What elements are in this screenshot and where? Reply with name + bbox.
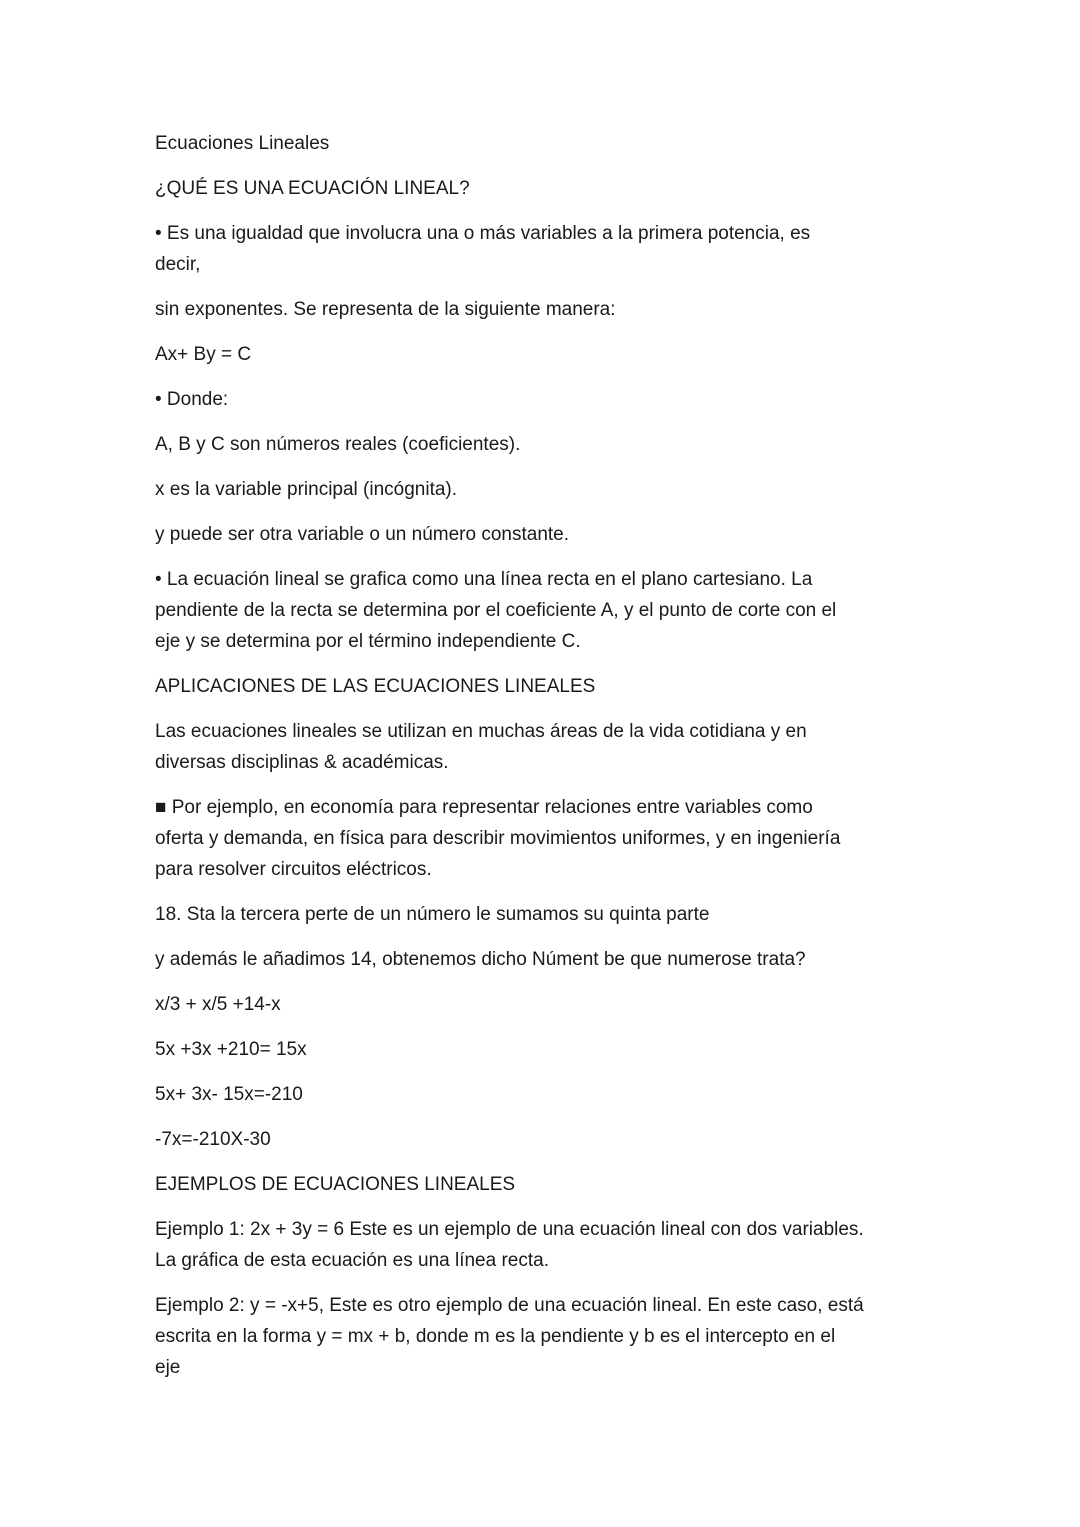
paragraph-line: • Donde: <box>155 389 229 410</box>
document-title <box>155 128 955 159</box>
paragraph-line: sin exponentes. Se representa de la siguiente manera: <box>155 299 616 320</box>
paragraph <box>155 671 955 702</box>
paragraph-line: ■ Por ejemplo, en economía para representar relaciones entre variables como <box>155 797 813 818</box>
paragraph <box>155 339 955 370</box>
paragraph-line: y puede ser otra variable o un número constante. <box>155 524 570 545</box>
paragraph-line: Ax+ By = C <box>155 344 252 365</box>
paragraph <box>155 519 955 550</box>
paragraph <box>155 564 955 657</box>
paragraph <box>155 989 955 1020</box>
paragraph <box>155 173 955 204</box>
paragraph-line: 5x +3x +210= 15x <box>155 1039 307 1060</box>
paragraph <box>155 1124 955 1155</box>
paragraph <box>155 218 955 280</box>
paragraph-line: • La ecuación lineal se grafica como una línea recta en el plano cartesiano. La <box>155 569 813 590</box>
title-text: Ecuaciones Lineales <box>155 133 330 154</box>
paragraph-line: pendiente de la recta se determina por el coeficiente A, y el punto de corte con el <box>155 600 837 621</box>
paragraph <box>155 1079 955 1110</box>
paragraph-line: APLICACIONES DE LAS ECUACIONES LINEALES <box>155 676 596 697</box>
paragraph <box>155 294 955 325</box>
paragraph <box>155 1169 955 1200</box>
paragraph <box>155 1214 955 1276</box>
paragraph-line: EJEMPLOS DE ECUACIONES LINEALES <box>155 1174 516 1195</box>
paragraph <box>155 792 955 885</box>
paragraph-line: 18. Sta la tercera perte de un número le sumamos su quinta parte <box>155 904 710 925</box>
paragraph-line: La gráfica de esta ecuación es una línea recta. <box>155 1250 549 1271</box>
paragraph-line: y además le añadimos 14, obtenemos dicho Núment be que numerose trata? <box>155 949 806 970</box>
paragraph-line: para resolver circuitos eléctricos. <box>155 859 432 880</box>
paragraph-line: oferta y demanda, en física para describir movimientos uniformes, y en ingeniería <box>155 828 841 849</box>
paragraph-line: decir, <box>155 254 201 275</box>
paragraph-line: eje <box>155 1357 181 1378</box>
paragraph <box>155 1034 955 1065</box>
paragraph <box>155 474 955 505</box>
paragraph-line: 5x+ 3x- 15x=-210 <box>155 1084 303 1105</box>
document-page <box>155 128 955 1397</box>
paragraph <box>155 899 955 930</box>
paragraph-line: Las ecuaciones lineales se utilizan en muchas áreas de la vida cotidiana y en <box>155 721 807 742</box>
paragraph-line: eje y se determina por el término independiente C. <box>155 631 581 652</box>
paragraph <box>155 716 955 778</box>
paragraph-line: A, B y C son números reales (coeficientes). <box>155 434 521 455</box>
paragraph <box>155 1290 955 1383</box>
paragraph <box>155 944 955 975</box>
paragraph-line: -7x=-210X-30 <box>155 1129 271 1150</box>
paragraph-line: x es la variable principal (incógnita). <box>155 479 458 500</box>
paragraph-line: • Es una igualdad que involucra una o más variables a la primera potencia, es <box>155 223 811 244</box>
paragraph-line: diversas disciplinas & académicas. <box>155 752 449 773</box>
paragraph-line: Ejemplo 2: y = -x+5, Este es otro ejemplo de una ecuación lineal. En este caso, está <box>155 1295 864 1316</box>
paragraph <box>155 384 955 415</box>
paragraph <box>155 429 955 460</box>
paragraph-line: ¿QUÉ ES UNA ECUACIÓN LINEAL? <box>155 178 470 199</box>
document-body <box>155 173 955 1383</box>
paragraph-line: x/3 + x/5 +14-x <box>155 994 281 1015</box>
paragraph-line: escrita en la forma y = mx + b, donde m es la pendiente y b es el intercepto en el <box>155 1326 836 1347</box>
paragraph-line: Ejemplo 1: 2x + 3y = 6 Este es un ejemplo de una ecuación lineal con dos variables. <box>155 1219 864 1240</box>
